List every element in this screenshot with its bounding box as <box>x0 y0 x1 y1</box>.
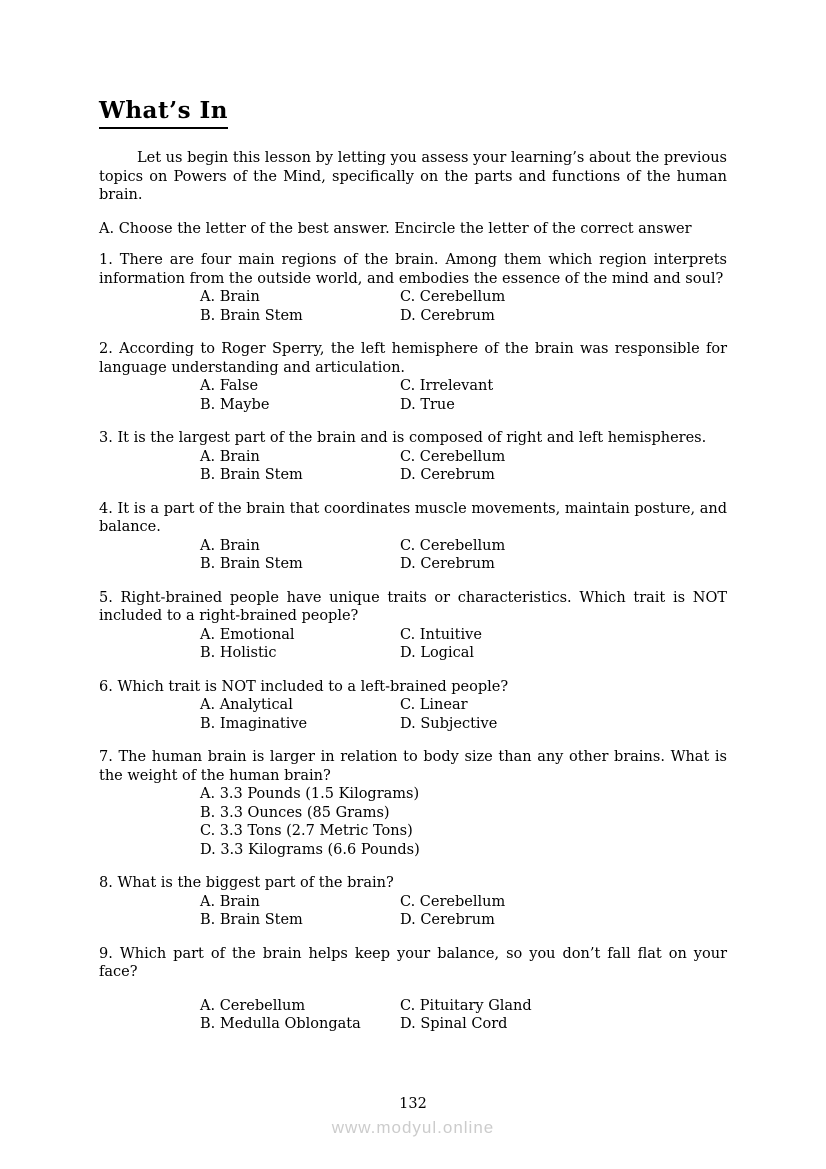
question-7 <box>99 748 727 859</box>
option-b: B. Maybe <box>200 396 270 413</box>
option-b: B. Medulla Oblongata <box>200 1016 361 1032</box>
option-c: C. Cerebellum <box>400 289 506 305</box>
option-b: B. Brain Stem <box>200 467 303 483</box>
option-c: C. Linear <box>400 697 468 713</box>
option-a: A. False <box>200 378 259 394</box>
option-d: D. Spinal Cord <box>400 1016 508 1032</box>
question-5 <box>99 589 727 663</box>
question-text: 6. Which trait is NOT included to a left-brained people? <box>99 678 509 695</box>
question-text: 2. According to Roger Sperry, the left hemisphere of the brain was responsible for language understanding and articulation. <box>99 341 727 376</box>
page-number: 132 <box>399 1096 427 1112</box>
question-options <box>99 997 727 1034</box>
question-text: 3. It is the largest part of the brain and is composed of right and left hemispheres. <box>99 430 707 446</box>
question-9 <box>99 945 727 1034</box>
option-d: D. Cerebrum <box>400 912 495 928</box>
question-options <box>99 288 727 325</box>
option-a: A. Emotional <box>200 626 295 643</box>
option-c: C. Cerebellum <box>400 448 506 465</box>
question-3 <box>99 429 727 485</box>
question-8 <box>99 874 727 930</box>
watermark: www.modyul.online <box>331 1118 495 1137</box>
option-d: D. 3.3 Kilograms (6.6 Pounds) <box>200 841 420 858</box>
question-options <box>99 377 727 414</box>
option-c: C. Cerebellum <box>400 537 506 554</box>
option-c: C. Cerebellum <box>400 893 506 910</box>
question-options <box>99 537 727 574</box>
option-a: A. Cerebellum <box>200 997 306 1014</box>
option-a: A. Brain <box>200 893 260 910</box>
question-options <box>99 696 727 733</box>
question-text: 4. It is a part of the brain that coordinates muscle movements, maintain posture, and balance. <box>99 500 727 535</box>
option-b: B. Brain Stem <box>200 307 303 324</box>
question-options <box>99 626 727 663</box>
question-4 <box>99 500 727 574</box>
option-d: D. Cerebrum <box>400 307 495 324</box>
option-d: D. Cerebrum <box>400 467 495 483</box>
question-options <box>99 893 727 930</box>
option-b: B. Holistic <box>200 645 277 661</box>
question-text: 5. Right-brained people have unique traits or characteristics. Which trait is NOT included to a right-brained people? <box>99 589 727 624</box>
option-b: B. 3.3 Ounces (85 Grams) <box>200 804 390 821</box>
question-text: 1. There are four main regions of the brain. Among them which region interprets information from the outside world, and embodies the essence of the mind and soul? <box>99 252 727 287</box>
page-content <box>99 97 727 1049</box>
option-c: C. Intuitive <box>400 626 482 643</box>
option-a: A. Brain <box>200 289 260 305</box>
question-options <box>99 785 727 859</box>
question-2 <box>99 340 727 414</box>
option-a: A. Brain <box>200 537 260 554</box>
question-text: 8. What is the biggest part of the brain? <box>99 875 394 891</box>
option-d: D. Subjective <box>400 715 498 732</box>
option-d: D. Logical <box>400 645 475 661</box>
question-text: 9. Which part of the brain helps keep your balance, so you don’t fall flat on your face? <box>99 945 727 980</box>
question-options <box>99 448 727 485</box>
page-title: What’s In <box>99 97 727 129</box>
option-a: A. 3.3 Pounds (1.5 Kilograms) <box>200 786 420 802</box>
option-b: B. Brain Stem <box>200 912 303 928</box>
question-6 <box>99 678 727 734</box>
option-d: D. True <box>400 396 455 413</box>
question-text: 7. The human brain is larger in relation to body size than any other brains. What is the weight of the human brain? <box>99 749 727 784</box>
instruction-line: A. Choose the letter of the best answer. Encircle the letter of the correct answer <box>99 220 692 237</box>
question-1 <box>99 251 727 325</box>
option-a: A. Analytical <box>200 697 293 713</box>
option-c: C. Irrelevant <box>400 378 494 394</box>
intro-paragraph: Let us begin this lesson by letting you assess your learning’s about the previous topics on Powers of the Mind, specifically on the parts and functions of the human brain. <box>99 150 727 203</box>
option-a: A. Brain <box>200 448 260 465</box>
option-b: B. Brain Stem <box>200 556 303 572</box>
option-b: B. Imaginative <box>200 715 308 732</box>
option-c: C. Pituitary Gland <box>400 997 532 1014</box>
option-d: D. Cerebrum <box>400 556 495 572</box>
option-c: C. 3.3 Tons (2.7 Metric Tons) <box>200 823 413 839</box>
